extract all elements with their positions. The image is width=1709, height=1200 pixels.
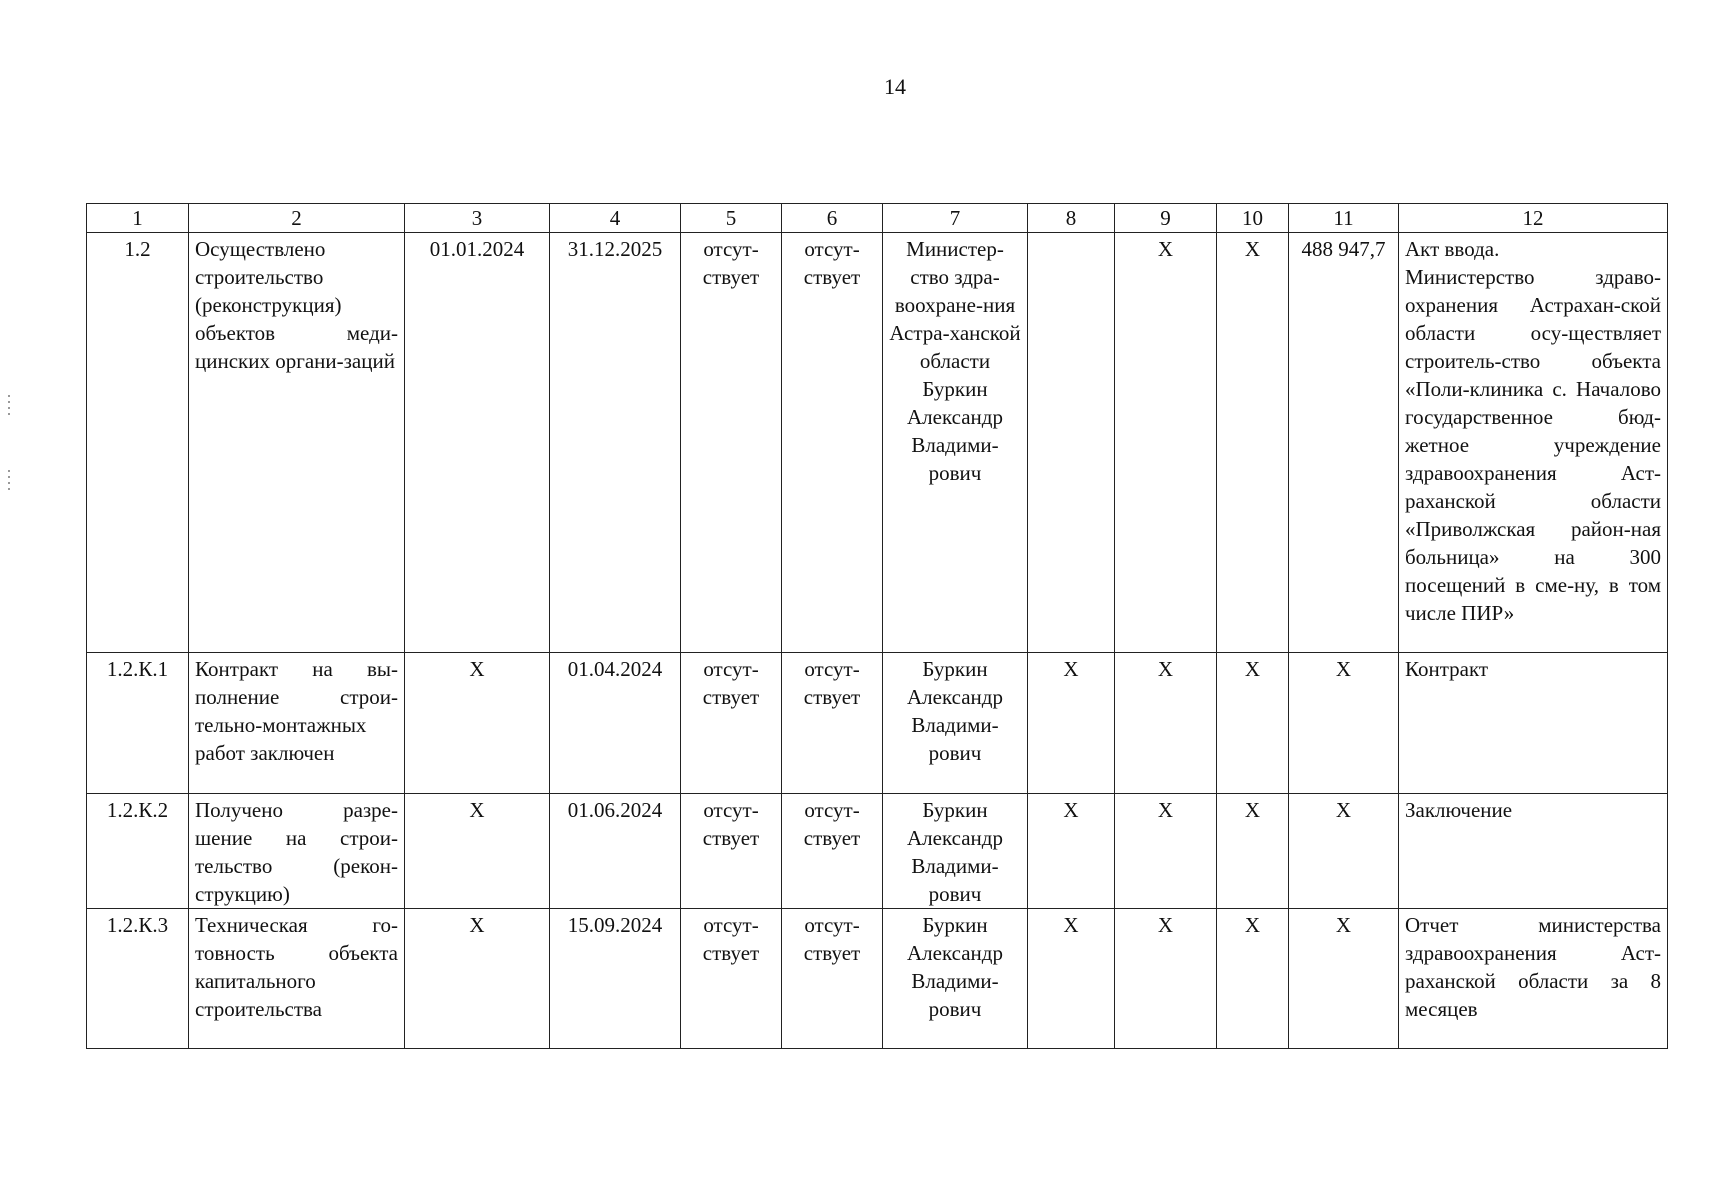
start-date: X <box>405 909 550 1049</box>
cell-col6: отсут-ствует <box>782 909 883 1049</box>
column-header: 9 <box>1115 204 1217 233</box>
table-row <box>87 233 1668 653</box>
row-name: Техническая го-товность объекта капитального строительства <box>189 909 405 1049</box>
column-header: 2 <box>189 204 405 233</box>
row-name: Получено разре-шение на строи-тельство (рекон-струкцию) <box>189 794 405 909</box>
responsible: Буркин Александр Владими-рович <box>883 794 1028 909</box>
start-date: 01.01.2024 <box>405 233 550 653</box>
cell-col10: X <box>1217 909 1289 1049</box>
row-number: 1.2.К.2 <box>87 794 189 909</box>
end-date: 01.06.2024 <box>550 794 681 909</box>
end-date: 15.09.2024 <box>550 909 681 1049</box>
responsible: Буркин Александр Владими-рович <box>883 909 1028 1049</box>
cell-col8: X <box>1028 653 1115 794</box>
cell-col5: отсут-ствует <box>681 794 782 909</box>
column-header: 4 <box>550 204 681 233</box>
table-row <box>87 909 1668 1049</box>
cell-col11: X <box>1289 794 1399 909</box>
start-date: X <box>405 794 550 909</box>
responsible: Министер-ство здра-воохране-ния Астра-ханской области Буркин Александр Владими-рович <box>883 233 1028 653</box>
cell-col5: отсут-ствует <box>681 233 782 653</box>
column-header: 11 <box>1289 204 1399 233</box>
cell-col10: X <box>1217 794 1289 909</box>
row-number: 1.2.К.1 <box>87 653 189 794</box>
cell-col11: 488 947,7 <box>1289 233 1399 653</box>
cell-col10: X <box>1217 653 1289 794</box>
column-header: 10 <box>1217 204 1289 233</box>
cell-col8: X <box>1028 909 1115 1049</box>
responsible: Буркин Александр Владими-рович <box>883 653 1028 794</box>
cell-col6: отсут-ствует <box>782 794 883 909</box>
row-number: 1.2.К.3 <box>87 909 189 1049</box>
row-name: Осуществлено строительство (реконструкция) объектов меди-цинских органи-заций <box>189 233 405 653</box>
cell-col10: X <box>1217 233 1289 653</box>
table-row <box>87 794 1668 909</box>
end-date: 01.04.2024 <box>550 653 681 794</box>
cell-col6: отсут-ствует <box>782 233 883 653</box>
result-document: Отчет министерства здравоохранения Аст-раханской области за 8 месяцев <box>1399 909 1668 1049</box>
start-date: X <box>405 653 550 794</box>
column-header: 6 <box>782 204 883 233</box>
margin-mark <box>8 470 10 492</box>
column-header: 1 <box>87 204 189 233</box>
cell-col11: X <box>1289 909 1399 1049</box>
cell-col9: X <box>1115 909 1217 1049</box>
row-number: 1.2 <box>87 233 189 653</box>
result-document: Акт ввода. Министерство здраво-охранения Астрахан-ской области осу-ществляет строитель-ство объекта «Поли-клиника с. Началово государственное бюд-жетное учреждение здравоохранения Аст-раханской области «Приволжская район-ная больница» на 300 посещений в сме-ну, в том числе ПИР» <box>1399 233 1668 653</box>
cell-col8 <box>1028 233 1115 653</box>
table-row <box>87 653 1668 794</box>
margin-mark <box>8 395 10 417</box>
cell-col5: отсут-ствует <box>681 653 782 794</box>
column-header: 8 <box>1028 204 1115 233</box>
column-header: 3 <box>405 204 550 233</box>
cell-col8: X <box>1028 794 1115 909</box>
cell-col6: отсут-ствует <box>782 653 883 794</box>
row-name: Контракт на вы-полнение строи-тельно-монтажных работ заключен <box>189 653 405 794</box>
cell-col5: отсут-ствует <box>681 909 782 1049</box>
column-header: 5 <box>681 204 782 233</box>
cell-col9: X <box>1115 653 1217 794</box>
page-number: 14 <box>884 74 906 99</box>
column-header: 7 <box>883 204 1028 233</box>
cell-col11: X <box>1289 653 1399 794</box>
column-header: 12 <box>1399 204 1668 233</box>
cell-col9: X <box>1115 794 1217 909</box>
result-document: Контракт <box>1399 653 1668 794</box>
plan-table <box>86 203 1668 1049</box>
table-header-row <box>87 204 1668 233</box>
cell-col9: X <box>1115 233 1217 653</box>
end-date: 31.12.2025 <box>550 233 681 653</box>
result-document: Заключение <box>1399 794 1668 909</box>
